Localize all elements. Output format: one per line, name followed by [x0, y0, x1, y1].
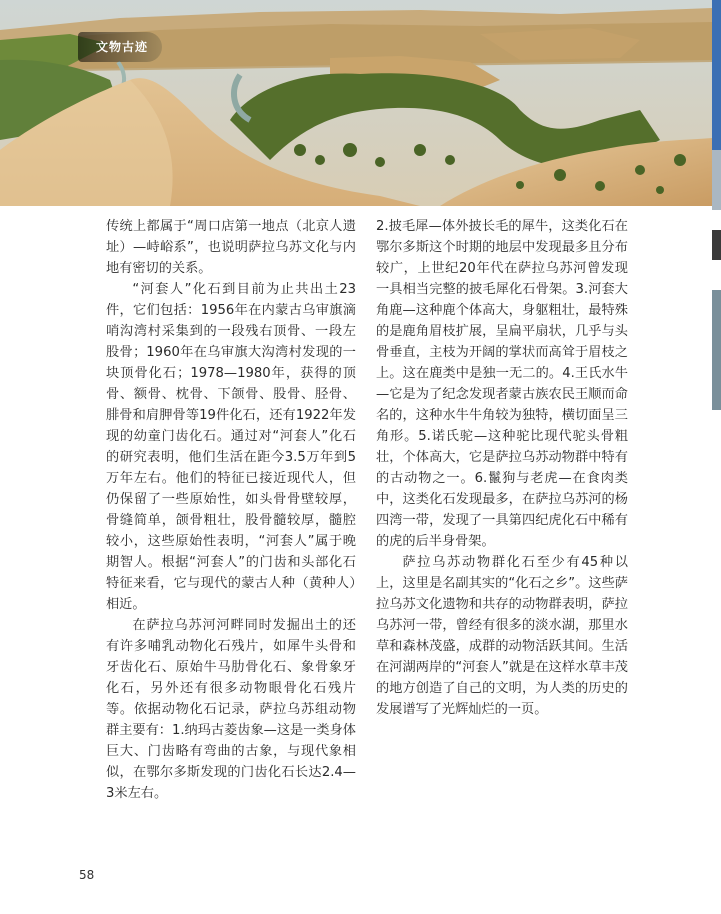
paragraph: 2.披毛犀—体外披长毛的犀牛，这类化石在鄂尔多斯这个时期的地层中发现最多且分布较广，上世纪20年代在萨拉乌苏河曾发现一具相当完整的披毛犀化石骨架。3.河套大角鹿—这种鹿个体高大，身躯粗壮，最特殊的是鹿角眉枝扩展，呈扁平扇状，几乎与头骨垂直，主枝为开阔的掌状而高耸于眉枝之上。这在鹿类中是独一无二的。4.王氏水牛—它是为了纪念发现者蒙古族农民王顺而命名的，这种水牛牛角较为独特，横切面呈三角形。5.诺氏驼—这种驼比现代驼头骨粗壮，个体高大，它是萨拉乌苏动物群中特有的古动物之一。6.鬣狗与老虎—在食肉类中，这类化石发现最多，在萨拉乌苏河的杨四湾一带，发现了一具第四纪虎化石中稀有的虎的后半身骨架。	[376, 219, 628, 549]
paragraph: 萨拉乌苏动物群化石至少有45种以上，这里是名副其实的“化石之乡”。这些萨拉乌苏文化遗物和共存的动物群表明，萨拉乌苏河一带，曾经有很多的淡水湖，那里水草和森林茂盛，成群的动物活跃其间。生活在河湖两岸的“河套人”就是在这样水草丰茂的地方创造了自己的文明，为人类的历史的发展谱写了光辉灿烂的一页。	[376, 555, 628, 717]
edge-color-block	[712, 290, 721, 410]
paragraph: 在萨拉乌苏河河畔同时发掘出土的还有许多哺乳动物化石残片，如犀牛头骨和牙齿化石、原始牛马肋骨化石、象骨象牙化石，另外还有很多动物眼骨化石残片等。依据动物化石记录，萨拉乌苏组动物群主要有：1.纳玛古菱齿象—这是一类身体巨大、门齿略有弯曲的古象，与现代象相似，在鄂尔多斯发现的门齿化石长达2.4—3米左右。	[106, 618, 356, 801]
edge-color-block	[712, 0, 721, 150]
right-text-column	[376, 216, 628, 720]
left-text-column	[106, 216, 356, 804]
landscape-photo	[0, 0, 712, 206]
page-edge-strip	[712, 0, 721, 914]
edge-color-block	[712, 230, 721, 260]
edge-color-block	[712, 150, 721, 210]
paragraph: 传统上都属于“周口店第一地点（北京人遗址）—峙峪系”，也说明萨拉乌苏文化与内地有密切的关系。	[106, 219, 356, 276]
section-badge: 文物古迹	[78, 32, 162, 62]
page-number: 58	[79, 868, 95, 882]
paragraph: “河套人”化石到目前为止共出土23件，它们包括：1956年在内蒙古乌审旗滴哨沟湾村采集到的一段残右顶骨、一段左股骨；1960年在乌审旗大沟湾村发现的一块顶骨化石；1978—1980年，获得的顶骨、额骨、枕骨、下颌骨、股骨、胫骨、腓骨和肩胛骨等19件化石，还有1922年发现的幼童门齿化石。通过对“河套人”化石的研究表明，他们生活在距今3.5万年到5万年左右。他们的特征已接近现代人，但仍保留了一些原始性，如头骨骨壁较厚，骨缝简单，颌骨粗壮，股骨髓较厚，髓腔较小，这些原始性表明，“河套人”属于晚期智人。根据“河套人”的门齿和头部化石特征来看，它与现代的蒙古人种（黄种人）相近。	[106, 282, 356, 612]
desert-valley-image	[0, 0, 712, 206]
